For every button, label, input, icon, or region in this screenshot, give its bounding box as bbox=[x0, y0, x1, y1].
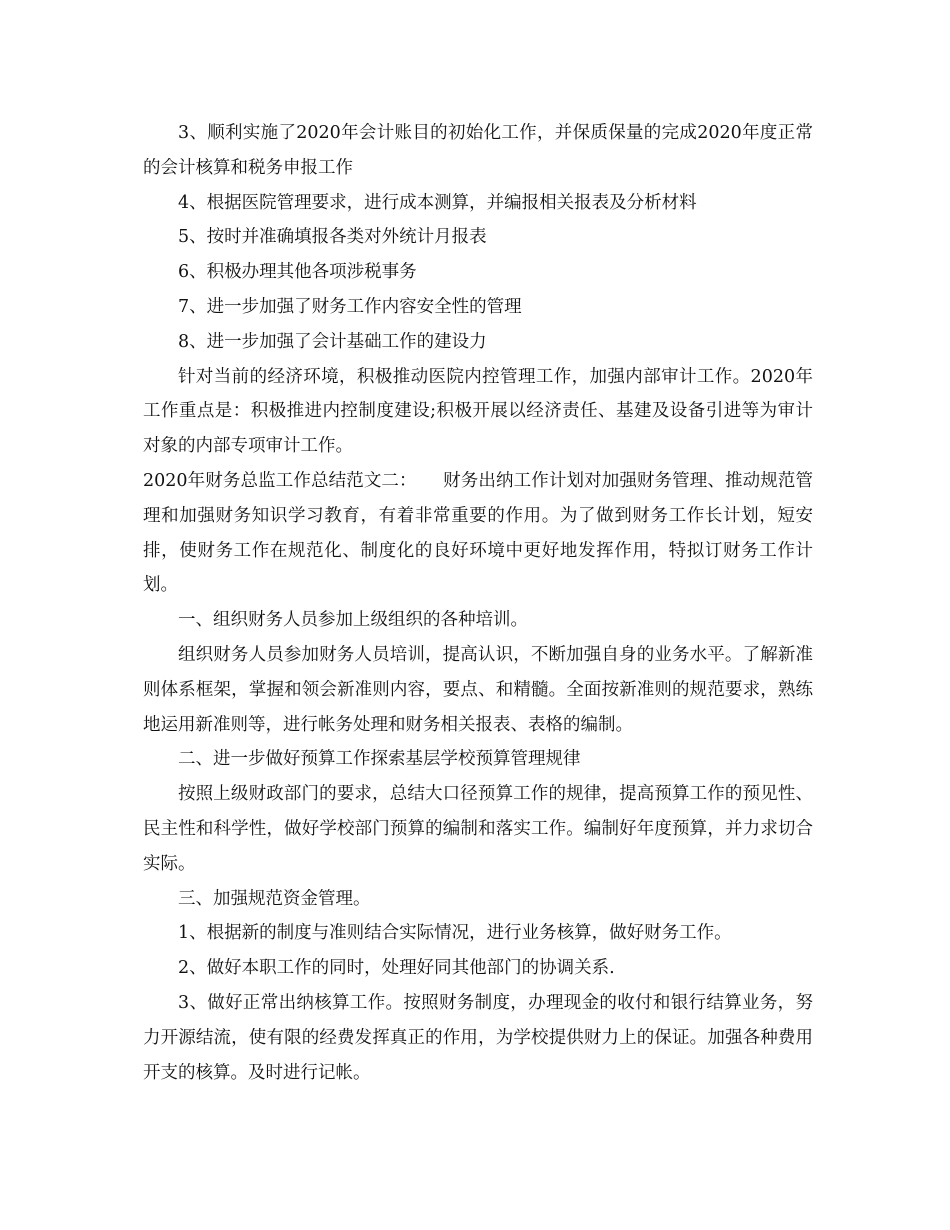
paragraph-item-6-tax-affairs: 6、积极办理其他各项涉税事务 bbox=[178, 262, 417, 283]
paragraph-item-4-cost-calculation: 4、根据医院管理要求，进行成本测算，并编报相关报表及分析材料 bbox=[178, 192, 697, 213]
paragraph-internal-audit: 针对当前的经济环境，积极推动医院内控管理工作，加强内部审计工作。2020年工作重点是：积极推进内控制度建设;积极开展以经济责任、基建及设备引进等为审计对象的内部专项审计工作。 bbox=[143, 366, 813, 457]
paragraph-item-8-basic-work: 8、进一步加强了会计基础工作的建设力 bbox=[178, 331, 487, 352]
paragraph-item-3-accounting-init: 3、顺利实施了2020年会计账目的初始化工作，并保质保量的完成2020年度正常的会计核算和税务申报工作 bbox=[143, 123, 813, 178]
paragraph-item-5-monthly-reports: 5、按时并准确填报各类对外统计月报表 bbox=[178, 227, 487, 248]
section-heading-budget: 二、进一步做好预算工作探索基层学校预算管理规律 bbox=[178, 749, 581, 770]
paragraph-budget: 按照上级财政部门的要求，总结大口径预算工作的规律，提高预算工作的预见性、民主性和科学性，做好学校部门预算的编制和落实工作。编制好年度预算，并力求切合实际。 bbox=[143, 784, 813, 874]
section-heading-funds: 三、加强规范资金管理。 bbox=[178, 888, 371, 909]
paragraph-training: 组织财务人员参加财务人员培训，提高认识，不断加强自身的业务水平。了解新准则体系框架，掌握和领会新准则内容，要点、和精髓。全面按新准则的规范要求，熟练地运用新准则等，进行帐务处理和财务相关报表、表格的编制。 bbox=[143, 644, 813, 735]
paragraph-funds-item-1: 1、根据新的制度与准则结合实际情况，进行业务核算，做好财务工作。 bbox=[178, 923, 732, 944]
paragraph-funds-item-2: 2、做好本职工作的同时，处理好同其他部门的协调关系. bbox=[178, 958, 615, 979]
section-heading-training: 一、组织财务人员参加上级组织的各种培训。 bbox=[178, 610, 528, 631]
paragraph-funds-item-3: 3、做好正常出纳核算工作。按照财务制度，办理现金的收付和银行结算业务，努力开源结流，使有限的经费发挥真正的作用，为学校提供财力上的保证。加强各种费用开支的核算。及时进行记帐。 bbox=[143, 992, 813, 1083]
paragraph-item-7-security: 7、进一步加强了财务工作内容安全性的管理 bbox=[178, 296, 522, 317]
document-body bbox=[143, 116, 813, 1090]
paragraph-sample-two-intro: 2020年财务总监工作总结范文二： 财务出纳工作计划对加强财务管理、推动规范管理和加强财务知识学习教育，有着非常重要的作用。为了做到财务工作长计划，短安排，使财务工作在规范化、制度化的良好环境中更好地发挥作用，特拟订财务工作计划。 bbox=[143, 470, 813, 596]
